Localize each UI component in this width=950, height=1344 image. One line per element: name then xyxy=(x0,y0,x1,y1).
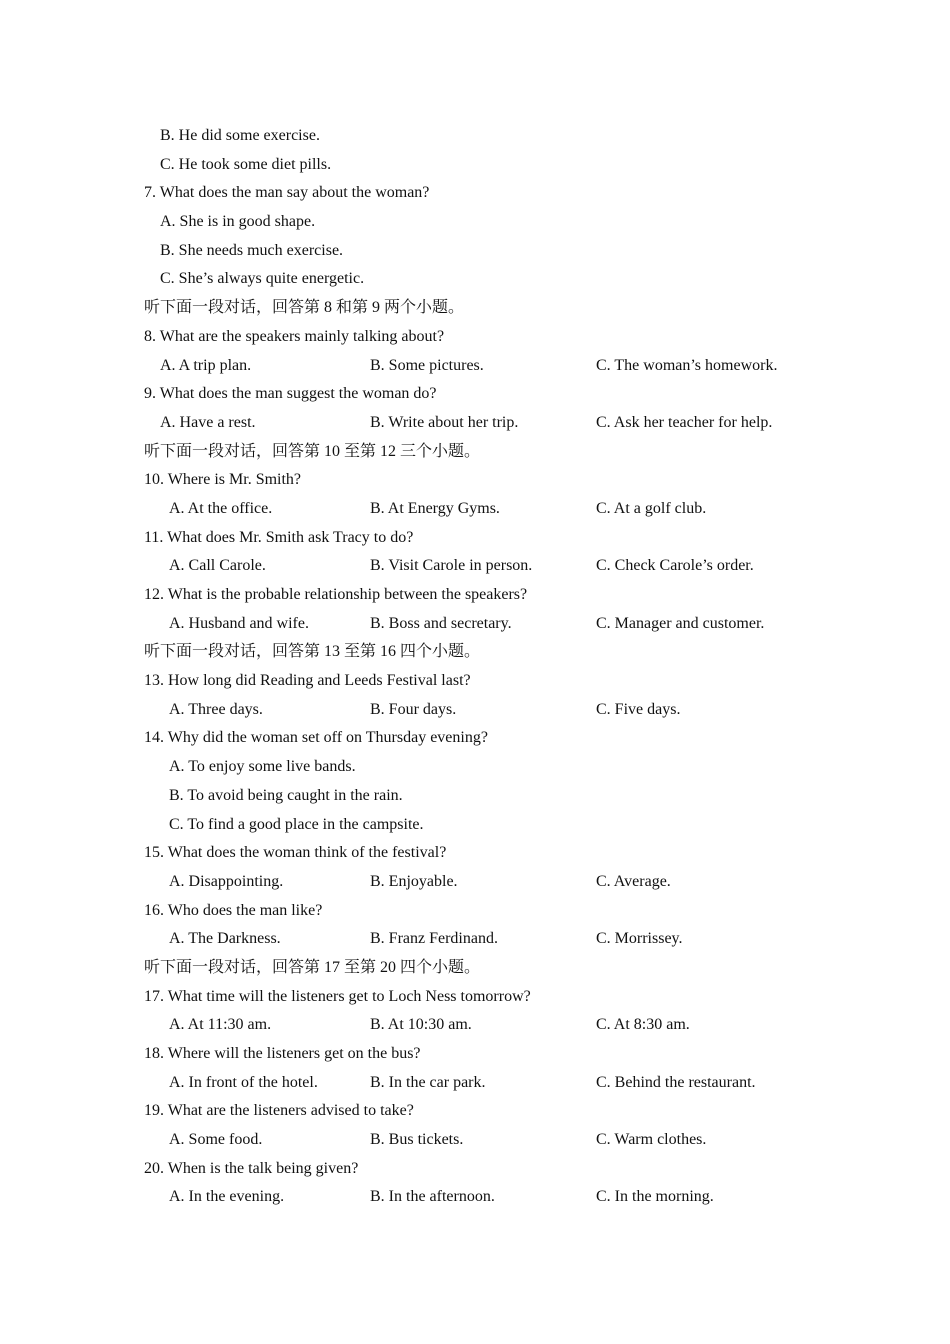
option-a: A. Disappointing. xyxy=(169,872,284,890)
question-line xyxy=(0,724,950,753)
option-c: C. At 8:30 am. xyxy=(596,1016,690,1034)
question-line xyxy=(0,1155,950,1184)
option-c: C. Check Carole’s order. xyxy=(596,557,754,575)
section-instruction-text: 听下面一段对话，回答第 8 和第 9 两个小题。 xyxy=(144,299,465,317)
option-line xyxy=(0,237,950,266)
option-c: C. Warm clothes. xyxy=(596,1131,707,1149)
option-b: B. At 10:30 am. xyxy=(370,1016,472,1034)
option-a: A. At 11:30 am. xyxy=(169,1016,272,1034)
option-c: C. Ask her teacher for help. xyxy=(596,413,773,431)
option-a: A. The Darkness. xyxy=(169,930,281,948)
section-instruction xyxy=(0,438,950,467)
option-c: C. Morrissey. xyxy=(596,930,683,948)
option-a: A. Call Carole. xyxy=(169,557,266,575)
option-c: C. The woman’s homework. xyxy=(596,356,778,374)
section-instruction-text: 听下面一段对话，回答第 17 至第 20 四个小题。 xyxy=(144,958,481,976)
section-instruction-text: 听下面一段对话，回答第 10 至第 12 三个小题。 xyxy=(144,442,481,460)
question-text: 14. Why did the woman set off on Thursday evening? xyxy=(144,729,488,747)
question-line xyxy=(0,323,950,352)
question-line xyxy=(0,983,950,1012)
options-row xyxy=(0,925,950,954)
options-row xyxy=(0,495,950,524)
exam-page xyxy=(0,122,950,1212)
options-row xyxy=(0,1011,950,1040)
section-instruction xyxy=(0,954,950,983)
options-row xyxy=(0,610,950,639)
question-line xyxy=(0,380,950,409)
option-text: A. She is in good shape. xyxy=(160,213,316,231)
option-a: A. Three days. xyxy=(169,700,263,718)
options-row xyxy=(0,552,950,581)
option-text: B. She needs much exercise. xyxy=(160,241,344,259)
options-row xyxy=(0,409,950,438)
question-text: 20. When is the talk being given? xyxy=(144,1159,359,1177)
option-text: C. To find a good place in the campsite. xyxy=(169,815,424,833)
option-a: A. Have a rest. xyxy=(160,413,256,431)
option-a: A. In the evening. xyxy=(169,1188,285,1206)
option-b: B. At Energy Gyms. xyxy=(370,499,500,517)
option-text: C. He took some diet pills. xyxy=(160,155,332,173)
option-text: B. To avoid being caught in the rain. xyxy=(169,786,403,804)
option-b: B. Four days. xyxy=(370,700,457,718)
question-line xyxy=(0,466,950,495)
option-c: C. In the morning. xyxy=(596,1188,714,1206)
option-a: A. Husband and wife. xyxy=(169,614,309,632)
question-text: 7. What does the man say about the woman? xyxy=(144,184,430,202)
option-line xyxy=(0,782,950,811)
options-row xyxy=(0,1183,950,1212)
option-b: B. In the car park. xyxy=(370,1073,486,1091)
option-a: A. A trip plan. xyxy=(160,356,252,374)
question-text: 19. What are the listeners advised to take? xyxy=(144,1102,414,1120)
option-line xyxy=(0,151,950,180)
section-instruction-text: 听下面一段对话，回答第 13 至第 16 四个小题。 xyxy=(144,643,481,661)
option-c: C. Behind the restaurant. xyxy=(596,1073,756,1091)
question-text: 11. What does Mr. Smith ask Tracy to do? xyxy=(144,528,414,546)
question-line xyxy=(0,1040,950,1069)
option-b: B. Franz Ferdinand. xyxy=(370,930,498,948)
option-a: A. In front of the hotel. xyxy=(169,1073,318,1091)
question-text: 15. What does the woman think of the festival? xyxy=(144,844,447,862)
question-line xyxy=(0,524,950,553)
question-line xyxy=(0,179,950,208)
question-text: 10. Where is Mr. Smith? xyxy=(144,471,302,489)
question-text: 12. What is the probable relationship between the speakers? xyxy=(144,586,528,603)
options-row xyxy=(0,1069,950,1098)
option-line xyxy=(0,811,950,840)
option-line xyxy=(0,753,950,782)
option-b: B. Bus tickets. xyxy=(370,1131,464,1149)
option-b: B. Write about her trip. xyxy=(370,413,519,431)
options-row xyxy=(0,1126,950,1155)
option-b: B. Enjoyable. xyxy=(370,872,458,890)
section-instruction xyxy=(0,294,950,323)
option-c: C. Manager and customer. xyxy=(596,614,765,632)
option-line xyxy=(0,122,950,151)
option-line xyxy=(0,265,950,294)
question-text: 17. What time will the listeners get to Loch Ness tomorrow? xyxy=(144,987,531,1005)
section-instruction xyxy=(0,638,950,667)
option-a: A. At the office. xyxy=(169,499,273,517)
option-line xyxy=(0,208,950,237)
question-text: 16. Who does the man like? xyxy=(144,901,323,919)
option-b: B. Boss and secretary. xyxy=(370,614,512,632)
question-line xyxy=(0,667,950,696)
question-line xyxy=(0,1097,950,1126)
option-text: B. He did some exercise. xyxy=(160,127,320,144)
option-c: C. Five days. xyxy=(596,700,681,718)
option-b: B. Some pictures. xyxy=(370,356,484,374)
option-a: A. Some food. xyxy=(169,1131,263,1149)
question-line xyxy=(0,839,950,868)
question-text: 9. What does the man suggest the woman do? xyxy=(144,385,437,403)
question-text: 18. Where will the listeners get on the bus? xyxy=(144,1045,421,1062)
option-b: B. Visit Carole in person. xyxy=(370,557,533,575)
options-row xyxy=(0,352,950,381)
option-text: A. To enjoy some live bands. xyxy=(169,758,356,776)
question-line xyxy=(0,581,950,610)
option-c: C. Average. xyxy=(596,872,671,890)
question-line xyxy=(0,897,950,926)
options-row xyxy=(0,696,950,725)
option-text: C. She’s always quite energetic. xyxy=(160,270,365,288)
options-row xyxy=(0,868,950,897)
question-text: 13. How long did Reading and Leeds Festival last? xyxy=(144,672,471,690)
option-c: C. At a golf club. xyxy=(596,499,707,517)
question-text: 8. What are the speakers mainly talking about? xyxy=(144,327,445,345)
option-b: B. In the afternoon. xyxy=(370,1188,495,1206)
